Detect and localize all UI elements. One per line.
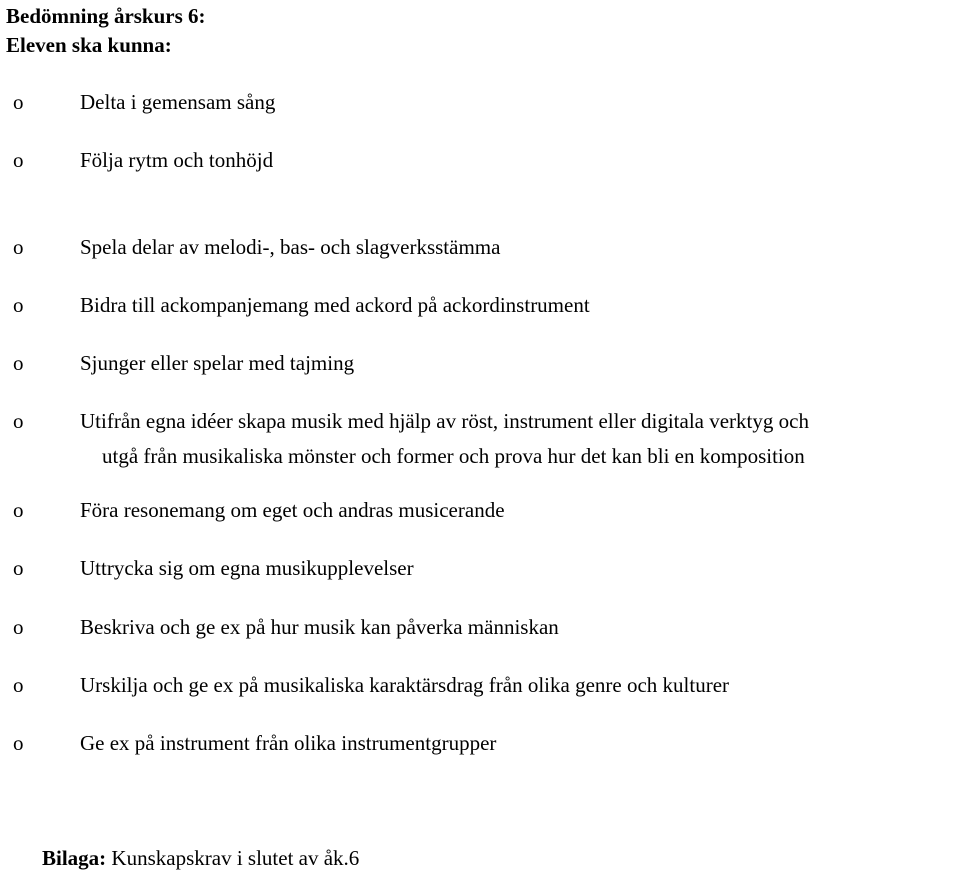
list-item xyxy=(0,405,960,475)
bullet-icon: o xyxy=(13,731,24,755)
list-item-text: Bidra till ackompanjemang med ackord på ackordinstrument xyxy=(80,293,590,317)
document-title: Bedömning årskurs 6: xyxy=(6,4,206,28)
list-item-text: Följa rytm och tonhöjd xyxy=(80,148,274,172)
bullet-icon: o xyxy=(13,409,24,433)
list-item-text: Uttrycka sig om egna musikupplevelser xyxy=(80,556,414,580)
bullet-icon: o xyxy=(13,498,24,522)
attachment-text: Kunskapskrav i slutet av åk.6 xyxy=(106,846,360,870)
attachment-note xyxy=(42,844,359,872)
bullet-icon: o xyxy=(13,235,24,259)
bullet-icon: o xyxy=(13,293,24,317)
list-item-text: Urskilja och ge ex på musikaliska karaktärsdrag från olika genre och kulturer xyxy=(80,673,730,697)
bullet-icon: o xyxy=(13,556,24,580)
bullet-icon: o xyxy=(13,90,24,114)
list-item-text: Spela delar av melodi-, bas- och slagverksstämma xyxy=(80,235,501,259)
list-item-text: Sjunger eller spelar med tajming xyxy=(80,351,355,375)
bullet-icon: o xyxy=(13,148,24,172)
list-item-text: Delta i gemensam sång xyxy=(80,90,276,114)
list-item-text: Ge ex på instrument från olika instrumentgrupper xyxy=(80,731,497,755)
list-item-text: Utifrån egna idéer skapa musik med hjälp av röst, instrument eller digitala verktyg och xyxy=(80,409,809,433)
document-subtitle: Eleven ska kunna: xyxy=(6,33,172,57)
bullet-icon: o xyxy=(13,673,24,697)
bullet-icon: o xyxy=(13,351,24,375)
attachment-label: Bilaga: xyxy=(42,846,107,870)
list-item-continuation: utgå från musikaliska mönster och former och prova hur det kan bli en komposition xyxy=(102,444,805,468)
bullet-icon: o xyxy=(13,615,24,639)
list-item-text: Beskriva och ge ex på hur musik kan påverka människan xyxy=(80,615,559,639)
list-item-text: Föra resonemang om eget och andras musicerande xyxy=(80,498,505,522)
